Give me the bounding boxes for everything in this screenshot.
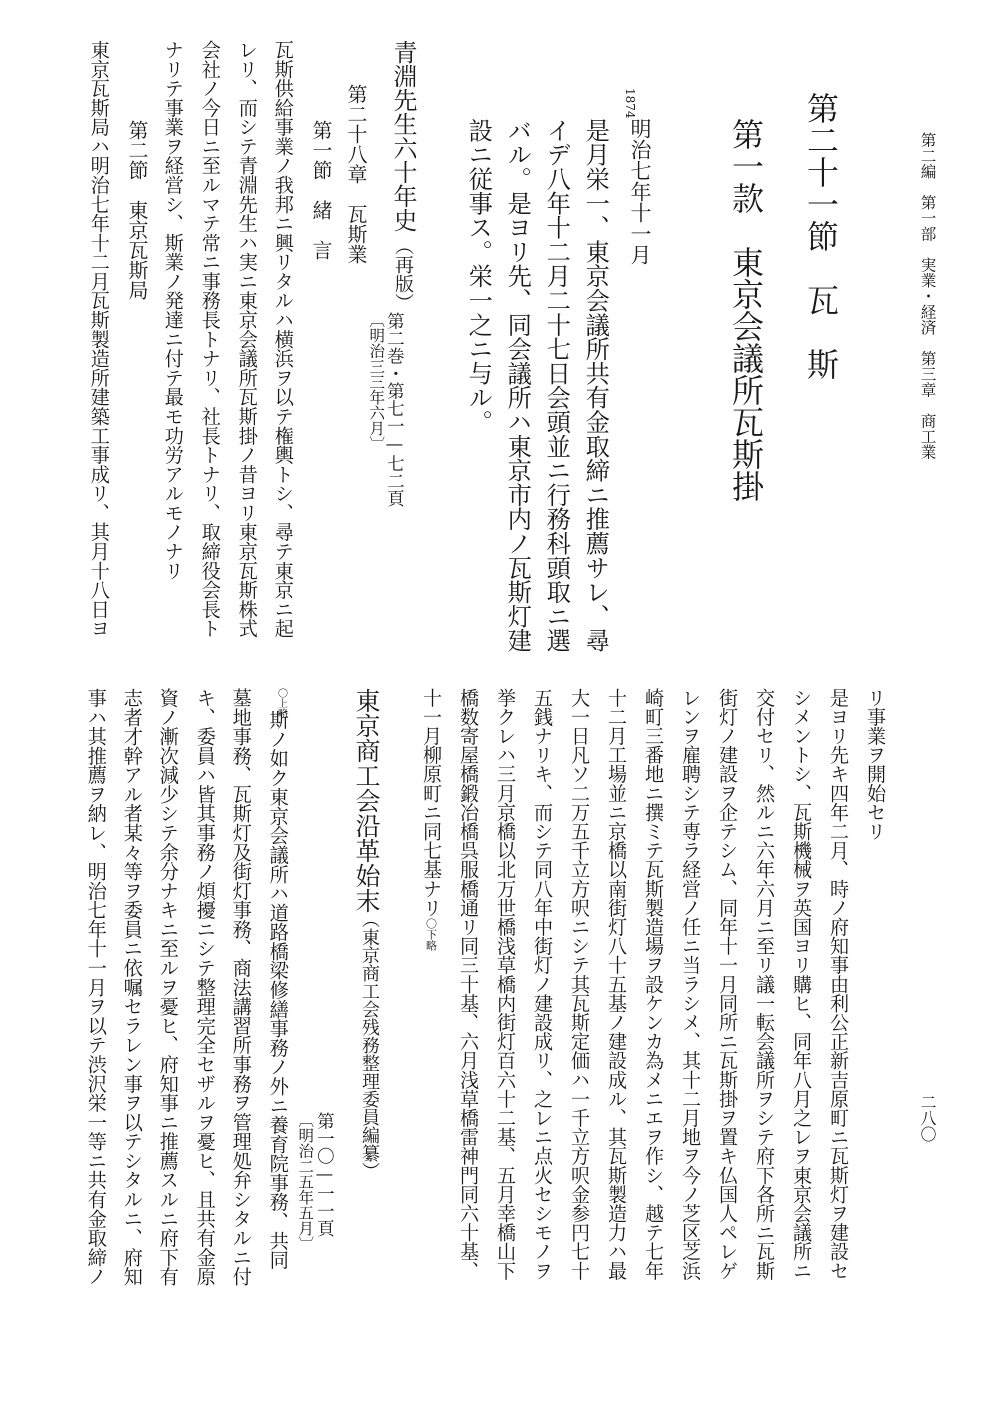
text-line: 五銭ナリキ、而シテ同八年中街灯ノ建設成リ、之レニ点火セシモノヲ: [531, 688, 555, 1281]
text-line: リ事業ヲ開始セリ: [864, 688, 888, 841]
paragraph-line: 是月栄一、東京会議所共有金取締ニ推薦サレ、尋: [581, 118, 611, 653]
text-line: レリ、而シテ青淵先生ハ実ニ東京会議所瓦斯掛ノ昔ヨリ東京瓦斯株式: [235, 40, 259, 638]
source-reference: 第一〇—一一頁: [314, 1112, 335, 1237]
chapter-heading: 第二十八章 瓦斯業: [344, 84, 368, 264]
text-line: 資ノ漸次減少シテ余分ナキニ至ルヲ憂ヒ、府知事ニ推薦スルニ府下有: [156, 688, 180, 1286]
text-line: 墓地事務、瓦斯灯及街灯事務、商法講習所事務ヲ管理処弁シタルニ付: [229, 688, 253, 1286]
text-line: 事ハ其推薦ヲ納レ、明治七年十一月ヲ以テ渋沢栄一等ニ共有金取締ノ: [84, 688, 108, 1286]
text-line: 斯ノ如ク東京会議所ハ道路橋梁修繕事務ノ外ニ養育院事務、共同: [266, 710, 290, 1270]
source-reference: 第二巻・第七一—七二頁: [384, 312, 405, 507]
text-line: 挙クレハ三月京橋以北万世橋浅草橋内街灯百六十二基、五月幸橋山下: [494, 688, 518, 1281]
running-head: 第二編 第一部 実業・経済 第三章 商工業: [918, 132, 937, 460]
source-edition: （再版）: [392, 236, 414, 312]
text-line: 交付セリ、然ルニ六年六月ニ至リ議一転会議所ヲシテ府下各所ニ瓦斯: [753, 688, 777, 1281]
text-line: 会社ノ今日ニ至ルマテ常ニ事務長トナリ、社長トナリ、取締役会長ト: [198, 40, 222, 638]
text-line: 志者才幹アル者某々等ヲ委員ニ依嘱セラレン事ヲ以テシタルニ、府知: [120, 688, 144, 1286]
omission-note: 〇下略: [424, 918, 438, 951]
text-line: 大一日凡ソ二万五千立方呎ニシテ其瓦斯定価ハ一千立方呎金参円七十: [568, 688, 592, 1281]
source-title: 青淵先生六十年史: [389, 40, 417, 232]
text-line: 崎町三番地ニ撰ミテ瓦斯製造場ヲ設ケンカ為メニエヲ作シ、越テ七年: [642, 688, 666, 1281]
source-reference-date: 〔明治三三年六月〕: [367, 312, 386, 452]
text-line: 十一月柳原町ニ同七基ナリ: [420, 688, 444, 918]
source-title: 東京商工会沿革始末: [352, 688, 381, 913]
paragraph-line: 設ニ従事ス。栄一之ニ与ル。: [464, 118, 494, 434]
paragraph-line: イデ八年十二月二十七日会頭並ニ行務科頭取ニ選: [542, 118, 572, 653]
text-line: 橋数寄屋橋鍛冶橋呉服橋通リ同三十基、六月浅草橋雷神門同六十基、: [457, 688, 481, 1281]
text-line: 瓦斯供給事業ノ我邦ニ興リタルハ横浜ヲ以テ権輿トシ、尋テ東京ニ起: [271, 40, 295, 638]
text-line: 街灯ノ建設ヲ企テシム、同年十一月同所ニ瓦斯掛ヲ置キ仏国人ペレゲ: [716, 688, 740, 1281]
entry-date: 明治七年十一月: [628, 118, 652, 265]
section-heading: 第一節 緒 言: [309, 120, 333, 260]
page-number: 二八〇: [918, 1094, 937, 1142]
paragraph-line: バル。是ヨリ先、同会議所ハ東京市内ノ瓦斯灯建: [503, 118, 533, 653]
source-editor: （東京商工会残務整理委員編纂）: [359, 910, 380, 1180]
text-line: キ、委員ハ皆其事務ノ煩擾ニシテ整理完全セザルヲ憂ヒ、且共有金原: [193, 688, 217, 1286]
section-heading: 第二節 東京瓦斯局: [125, 120, 149, 300]
text-line: 十二月工場並ニ京橋以南街灯八十五基ノ建設成ル、其瓦斯製造力ハ最: [605, 688, 629, 1281]
text-line: 是ヨリ先キ四年二月、時ノ府知事由利公正新吉原町ニ瓦斯灯ヲ建設セ: [827, 688, 851, 1281]
text-line: シメントシ、瓦斯機械ヲ英国ヨリ購ヒ、同年八月之レヲ東京会議所ニ: [790, 688, 814, 1281]
source-reference-date: 〔明治二五年五月〕: [296, 1112, 315, 1252]
text-line: ナリテ事業ヲ経営シ、斯業ノ発達ニ付テ最モ功労アルモノナリ: [161, 40, 185, 581]
subsection-title: 第一款 東京会議所瓦斯掛: [727, 118, 765, 502]
text-line: 東京瓦斯局ハ明治七年十二月瓦斯製造所建築工事成リ、其月十八日ヨ: [87, 40, 111, 638]
section-title: 第二十一節 瓦 斯: [802, 92, 840, 380]
text-line: レンヲ雇聘シテ専ラ経営ノ任ニ当ラシメ、其十二月地ヲ今ノ芝区芝浜: [679, 688, 703, 1281]
year-western: 1874: [623, 88, 637, 119]
omission-note: 〇上略: [275, 688, 287, 718]
